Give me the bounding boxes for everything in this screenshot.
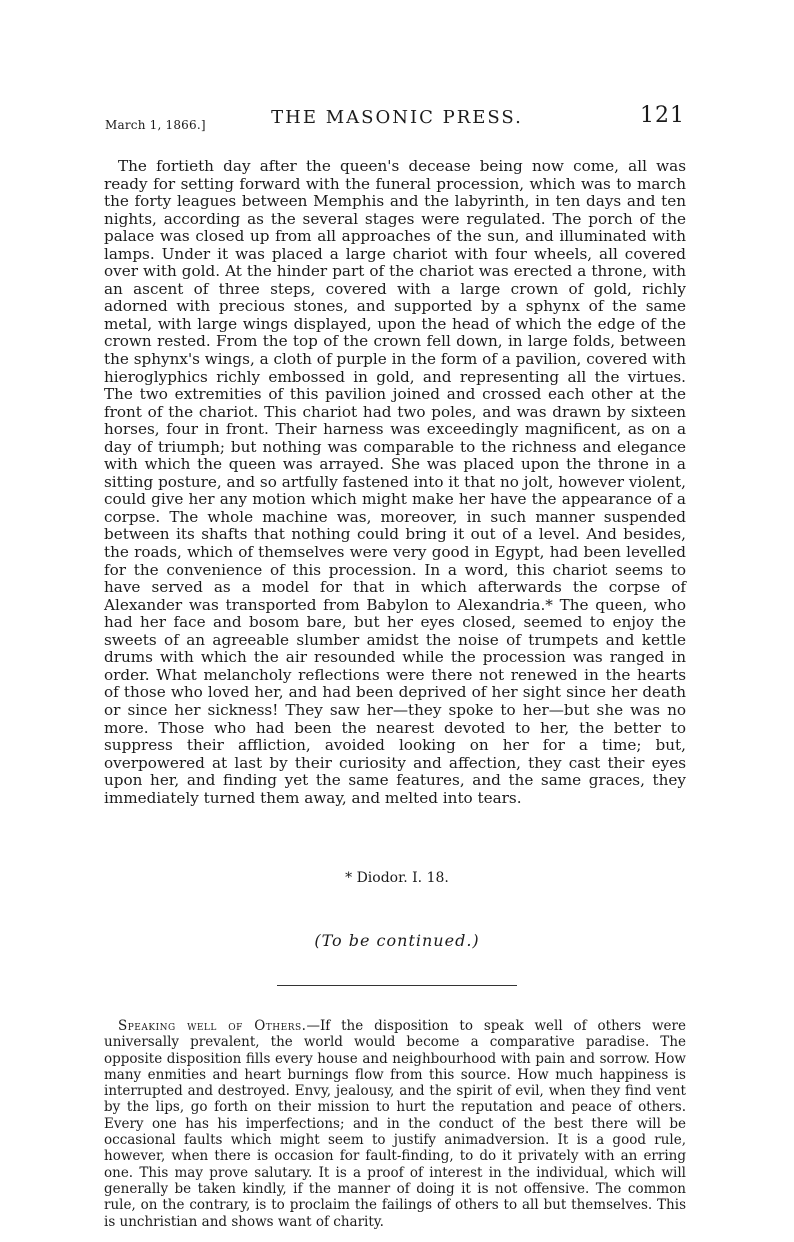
footnote: * Diodor. I. 18. bbox=[345, 870, 449, 886]
page-number: 121 bbox=[640, 103, 685, 128]
section-divider bbox=[277, 985, 517, 986]
running-title: THE MASONIC PRESS. bbox=[271, 107, 523, 128]
continued-notice: (To be continued.) bbox=[314, 931, 480, 950]
essay-section bbox=[104, 1018, 686, 1230]
article-paragraph: The fortieth day after the queen's decease being now come, all was ready for setting forward with the funeral procession, which was to march the forty leagues between Memphis and the labyrinth, in ten days and ten nights, according as the several stages were regulated. The porch of the palace was closed up from all approaches of the sun, and illuminated with lamps. Under it was placed a large chariot with four wheels, all covered over with gold. At the hinder part of the chariot was erected a throne, with an ascent of three steps, covered with a large crown of gold, richly adorned with precious stones, and supported by a sphynx of the same metal, with large wings displayed, upon the head of which the edge of the crown rested. From the top of the crown fell down, in large folds, between the sphynx's wings, a cloth of purple in the form of a pavilion, covered with hieroglyphics richly embossed in gold, and representing all the virtues. The two extremities of this pavilion joined and crossed each other at the front of the chariot. This chariot had two poles, and was drawn by sixteen horses, four in front. Their harness was exceedingly magnificent, as on a day of triumph; but nothing was comparable to the richness and elegance with which the queen was arrayed. She was placed upon the throne in a sitting posture, and so artfully fastened into it that no jolt, however violent, could give her any motion which might make her have the appearance of a corpse. The whole machine was, moreover, in such manner suspended between its shafts that nothing could bring it out of a level. And besides, the roads, which of themselves were very good in Egypt, had been levelled for the convenience of this procession. In a word, this chariot seems to have served as a model for that in which afterwards the corpse of Alexander was transported from Babylon to Alexandria.* The queen, who had her face and bosom bare, but her eyes closed, seemed to enjoy the sweets of an agreeable slumber amidst the noise of trumpets and kettle drums with which the air resounded while the procession was ranged in order. What melancholy reflections were there not renewed in the hearts of those who loved her, and had been deprived of her sight since her death or since her sickness! They saw her—they spoke to her—but she was no more. Those who had been the nearest devoted to her, the better to suppress their affliction, avoided looking on her for a time; but, overpowered at last by their curiosity and affection, they cast their eyes upon her, and finding yet the same features, and the same graces, they immediately turned them away, and melted into tears. bbox=[104, 157, 686, 807]
article-body bbox=[104, 158, 686, 807]
essay-body: —If the disposition to speak well of others were universally prevalent, the world would become a comparative paradise. The opposite disposition fills every house and neighbourhood with pain and sorrow. How many enmities and heart burnings flow from this source. How much happiness is interrupted and destroyed. Envy, jealousy, and the spirit of evil, when they find vent by the lips, go forth on their mission to hurt the reputation and peace of others. Every one has his imperfections; and in the conduct of the best there will be occasional faults which might seem to justify animadversion. It is a good rule, however, when there is occasion for fault-finding, to do it privately with an erring one. This may prove salutary. It is a proof of interest in the individual, which will generally be taken kindly, if the manner of doing it is not offensive. The common rule, on the contrary, is to proclaim the failings of others to all but themselves. This is unchristian and shows want of charity. bbox=[104, 1018, 686, 1230]
essay-paragraph bbox=[104, 1018, 686, 1230]
essay-title: Speaking well of Others. bbox=[118, 1018, 307, 1034]
header-date: March 1, 1866.] bbox=[105, 118, 206, 132]
